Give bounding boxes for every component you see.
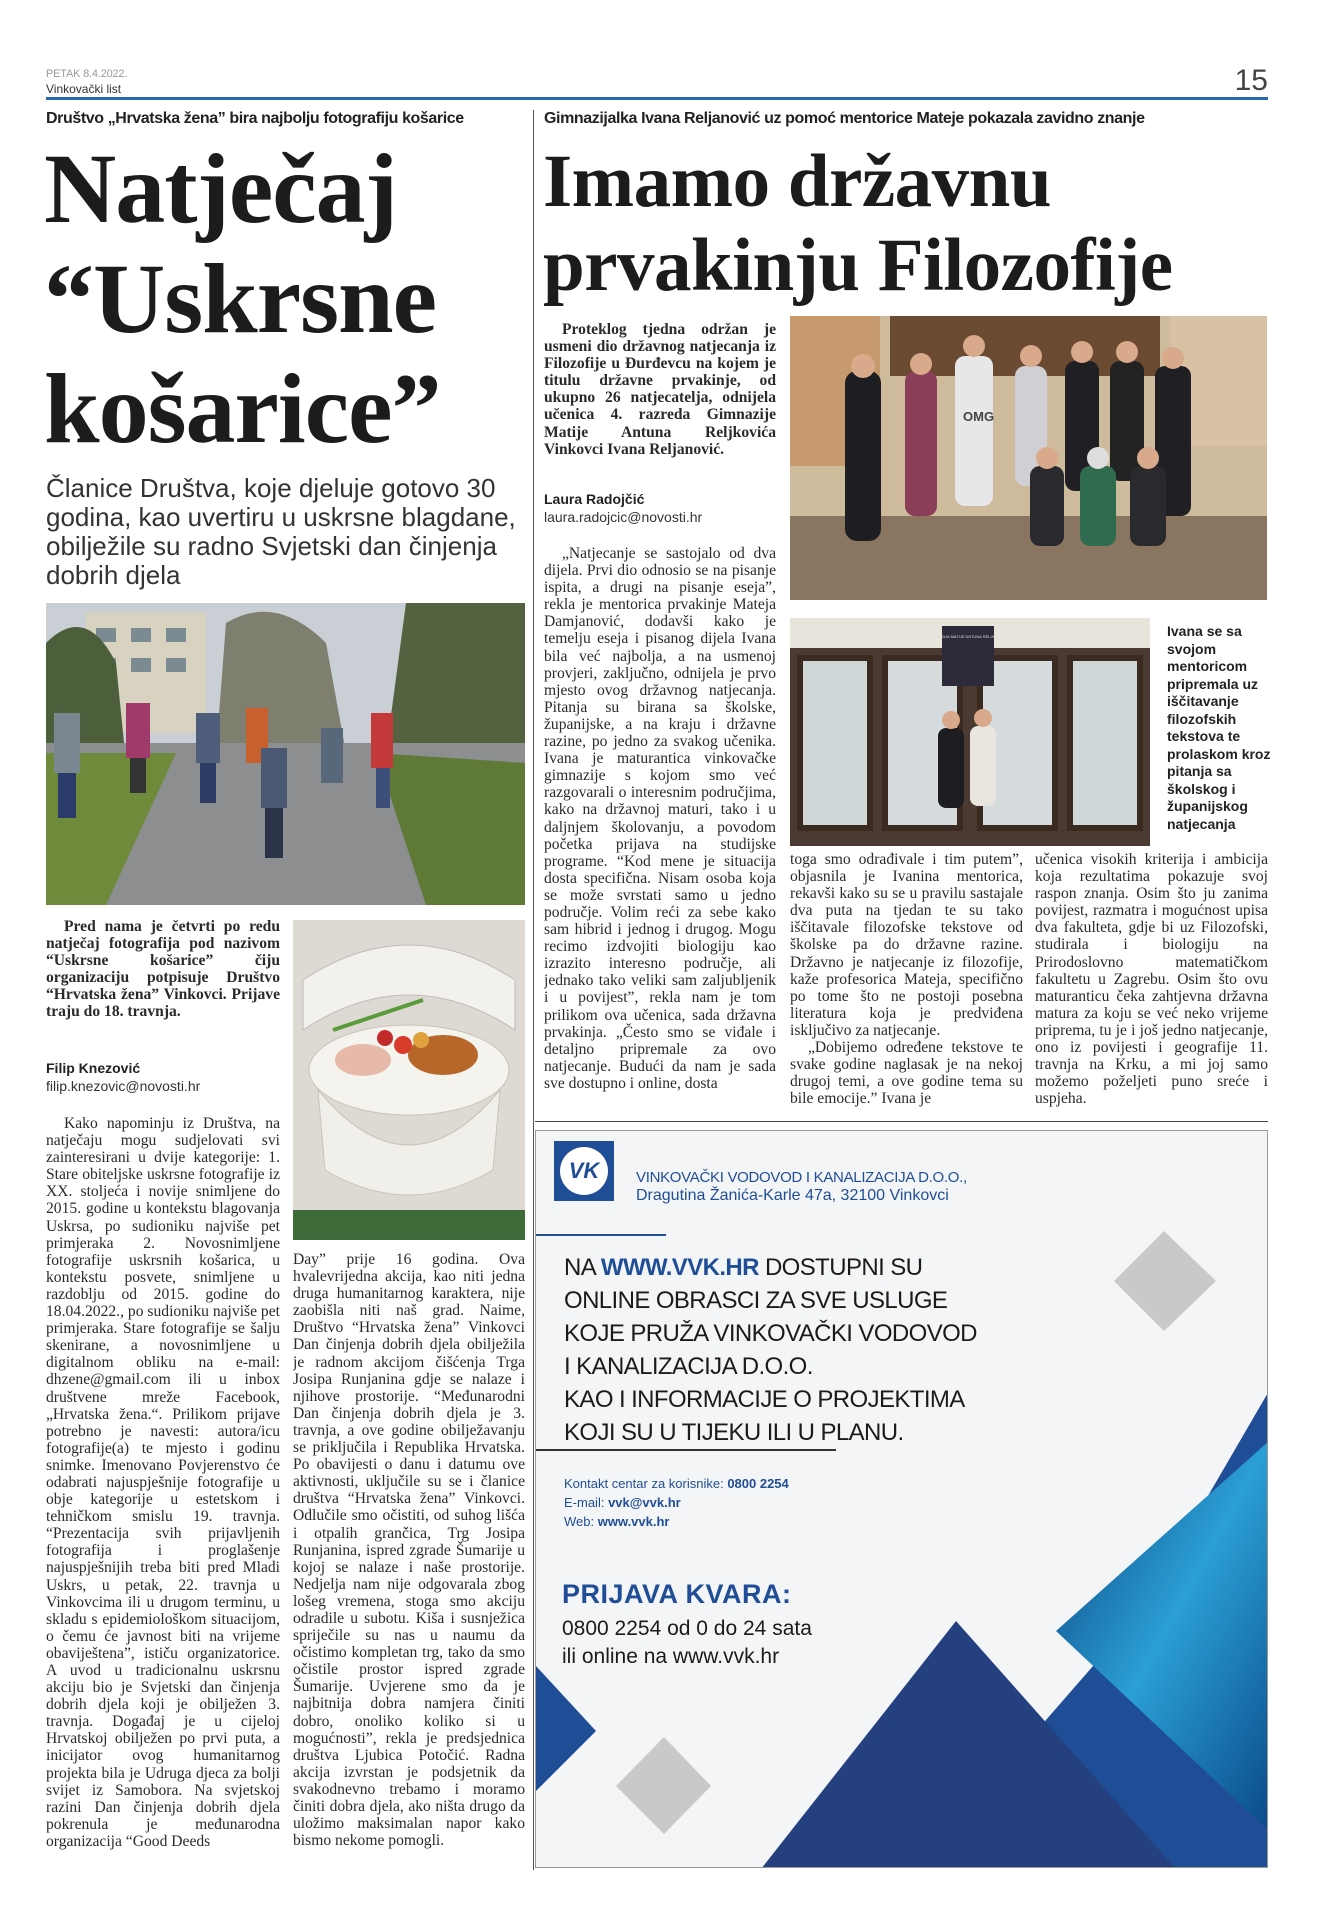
headline-line: prvakinju Filozofije — [543, 224, 1173, 307]
ad-address: Dragutina Žanića-Karle 47a, 32100 Vinkovci — [636, 1187, 949, 1204]
ad-fault-title: PRIJAVA KVARA: — [562, 1579, 792, 1609]
left-body-col1: Kako napominju iz Društva, na natječaju mogu sudjelovati svi zainteresirani u dvije kategorije: 1. Stare obiteljske uskrsne fotografije iz XX. stoljeća i novije snimljene do 2015. godine u kontekstu blagovanja Uskrsa, po sudioniku najviše pet primjeraka 2. Novosnimljene fotografije uskrsnih košarica, u kontekstu posvete, snimljene u razdoblju od 2015. godine do 18.04.2022., po sudioniku najviše pet primjeraka. Stare fotografije se šalju skenirane, a novosnimljene u digitalnom obliku na e-mail: dhzene@gmail.com ili u inbox društvene mreže Facebook, „Hrvatska žena.“. Prilikom prijave potrebno je navesti: autora/icu fotografije(a) te mjesto i godinu snimke. Imenovano Povjerenstvo će odabrati najuspješnije fotografije u obje kategorije u estetskom i tehničkom smislu 19. travnja. “Prezentacija svih prijavljenih fotografija i proglašenje najuspješnijih treba biti pred Mladi Uskrs, u petak, 22. travnja u Vinkovcima ili u drugom terminu, u skladu s epidemiološkom situacijom, o čemu će javnost biti na vrijeme obaviještena”, ističu organizatorice. A uvod u tradicionalnu uskrsnu akciju bio je Svjetski dan činjenja dobrih djela koji je obilježen 3. travnja. Događaj je u cijeloj Hrvatskoj obilježen po prvi puta, a inicijator ovog humanitarnog projekta bila je Udruga djeca za bolji svijet iz Samobora. Na svjetskoj razini Dan činjenja dobrih djela pokrenula je međunarodna organizacija “Good Deeds — [46, 1115, 280, 1850]
right-body-col1: „Natjecanje se sastojalo od dva dijela. Prvi dio odnosio se na pisanje ispita, a drugi na pisanje eseja”, rekla je mentorica prvakinje Mateja Damjanović, dodavši kako je temelju eseja i pisanog dijela Ivana bila već najbolja, a na usmenoj provjeri, zaključno, odnijela je prvo mjesto ovog državnog natjecanja. Pitanja su birana sa školske, županijske, a na kraju i državne razine, po jedno za svakog učenika. Ivana je maturantica vinkovačke gimnazije s kojom smo već razgovarali o interesnim područjima, kako na državnoj maturi, tako i u daljnjem školovanju, a povodom početka prijava na studijske programe. “Kod mene je situacija dosta specifična. Nisam osoba koja se može svrstati samo u jedno područje. Volim reći za sebe kako sam hibrid i jednog i drugog. Mogu recimo izdvojiti biologiju kao izrazito interesno područje, ali jednako tako veliki sam zaljubljenik i u povijest”, rekla nam je tom prilikom ova učenica, sada državna prvakinja. „Često smo se viđale i detaljno pripremale za ovo natjecanje. Budući da nam je sada sve dostupno i online, dosta — [544, 545, 776, 1092]
right-body-col3: učenica visokih kriterija i ambicija koja rezultatima pokazuje svoj raspon znanja. Osim što ju zanima povijest, razmatra i mogućnost upisa dva fakulteta, gdje bi uz Filozofski, studirala i biologiju na Prirodoslovno matematičkom fakultetu u Zagrebu. Osim što ovu maturanticu čeka zahtjevna državna matura za koju se već neko vrijeme priprema, tu je i još jedno natjecanje, ono iz povijesti i geografije 11. travnja na Krku, a mi joj samo možemo poželjeti puno sreće i uspjeha. — [1035, 851, 1268, 1108]
group-photo — [790, 316, 1267, 600]
entrance-photo — [790, 618, 1150, 846]
page-number: 15 — [1234, 64, 1268, 97]
ad-web[interactable]: www.vvk.hr — [597, 1514, 670, 1529]
left-headline — [44, 134, 534, 464]
school-sign: GIMNAZIJA MATIJE ANTUNA RELJKOVIĆA — [928, 634, 1008, 639]
logo-letters: VK — [560, 1147, 608, 1195]
right-author: Laura Radojčić — [544, 491, 645, 507]
ad-rule — [535, 1121, 1268, 1122]
left-lead: Pred nama je četvrti po redu natječaj fotografija pod nazivom “Uskrsne košarice” čiju organizaciju potpisuje Društvo “Hrvatska žena” Vinkovci. Prijave traju do 18. travnja. — [46, 918, 280, 1021]
easter-basket-photo — [293, 920, 525, 1240]
headline-line: “Uskrsne — [44, 243, 437, 354]
left-body-col2: Day” prije 16 godina. Ova hvalevrijedna akcija, kao niti jedna druga humanitarnog karaktera, nije zaobišla niti naš grad. Naime, Društvo “Hrvatska žena” Vinkovci Dan činjenja dobrih djela obilježila je radnom akcijom čišćenja Trga Josipa Runjanina gdje se nalaze i njihove prostorije. “Međunarodni Dan činjenja dobrih djela je 3. travnja, a ove godine obilježavanju se priključila i Republika Hrvatska. Po obavijesti o danu i datumu ove aktivnosti, uključile su se i članice društva “Hrvatska žena” Vinkovci. Odlučile smo očistiti, od suhog lišća i otpalih grančica, Trg Josipa Runjanina, ispred zgrade Šumarije u kojoj se nalaze i naše prostorije. Nedjelja nam nije odgovarala zbog lošeg vremena, stoga smo akciju odradile u subotu. Kiša i susnježica spriječile su nas u naumu da očistimo kompletan trg, tako da smo očistile prostor ispred zgrade Šumarije. Uvjerene smo da je najbitnija dobra namjera činiti dobro, onoliko koliko si u mogućnosti”, rekla je predsjednica društva Ljubica Potočić. Radna akcija izvrstan je podsjetnik da svakodnevno trebamo i moramo činiti dobra djela, ako ništa drugo da uložimo maksimalan napor kako bismo nekome pomogli. — [293, 1251, 525, 1850]
photo-caption: Ivana se sa svojom mentoricom pripremala uz iščitavanje filozofskih tekstova te prolaskom kroz pitanja sa školskog i županijskog natjecanja — [1167, 623, 1271, 832]
header-rule — [46, 97, 1268, 100]
headline-line: Imamo državnu — [543, 140, 1052, 223]
left-author: Filip Knezović — [46, 1060, 141, 1076]
left-author-email: filip.knezovic@novosti.hr — [46, 1078, 201, 1094]
ad-website-link[interactable]: WWW.VVK.HR — [600, 1254, 759, 1281]
right-kicker: Gimnazijalka Ivana Reljanović uz pomoć mentorice Mateje pokazala zavidno znanje — [544, 110, 1145, 127]
headline-line: košarice” — [44, 353, 441, 464]
issue-date: PETAK 8.4.2022. — [46, 68, 128, 80]
left-kicker: Društvo „Hrvatska žena” bira najbolju fotografiju košarice — [46, 110, 464, 127]
vvk-logo — [554, 1141, 614, 1201]
shirt-text: OMG — [963, 409, 995, 424]
left-deck: Članice Društva, koje djeluje gotovo 30 godina, kao uvertiru u uskrsne blagdane, obilježile su radno Svjetski dan činjenja dobrih djela — [46, 473, 516, 590]
right-body-col2: toga smo odrađivale i tim putem”, objasnila je Ivanina mentorica, rekavši kako su se u pravilu sastajale dva puta na tjedan te su tako iščitavale filozofske tekstove od školske pa do državne razine. Državno je natjecanje iz filozofije, kaže profesorica Mateja, specifično po tome što ne postoji posebna literatura koja je predviđena isključivo za natjecanje. „Dobijemo određene tekstove te svake godine naglasak je na nekoj drugoj temi, a ove godine tema su bile emocije.” Ivana je — [790, 851, 1023, 1108]
right-headline — [543, 140, 1273, 308]
cleanup-photo — [46, 603, 525, 905]
vvk-advertisement[interactable] — [535, 1130, 1268, 1868]
ad-email[interactable]: vvk@vvk.hr — [608, 1495, 681, 1510]
ad-phone[interactable]: 0800 2254 — [727, 1476, 789, 1491]
newspaper-name: Vinkovački list — [46, 82, 122, 96]
headline-line: Natječaj — [44, 133, 397, 244]
ad-contacts: Kontakt centar za korisnike: 0800 2254 E-mail: vvk@vvk.hr Web: www.vvk.hr — [564, 1476, 789, 1529]
ad-company: VINKOVAČKI VODOVOD I KANALIZACIJA D.O.O., — [636, 1169, 967, 1186]
right-lead: Proteklog tjedna održan je usmeni dio državnog natjecanja iz Filozofije u Đurđevcu na kojem je titulu državne prvakinje, od ukupno 26 natjecatelja, odnijela učenica 4. razreda Gimnazije Matije Antuna Reljkovića Vinkovci Ivana Reljanović. — [544, 321, 776, 458]
ad-fault-info: 0800 2254 od 0 do 24 sata ili online na www.vvk.hr — [562, 1617, 812, 1668]
ad-main-message: NA WWW.VVK.HR DOSTUPNI SU ONLINE OBRASCI ZA SVE USLUGE KOJE PRUŽA VINKOVAČKI VODOVOD I KANALIZACIJA D.O.O. KAO I INFORMACIJE O PROJEKTIMA KOJI SU U TIJEKU ILI U PLANU. — [564, 1254, 977, 1446]
right-author-email: laura.radojcic@novosti.hr — [544, 509, 703, 525]
